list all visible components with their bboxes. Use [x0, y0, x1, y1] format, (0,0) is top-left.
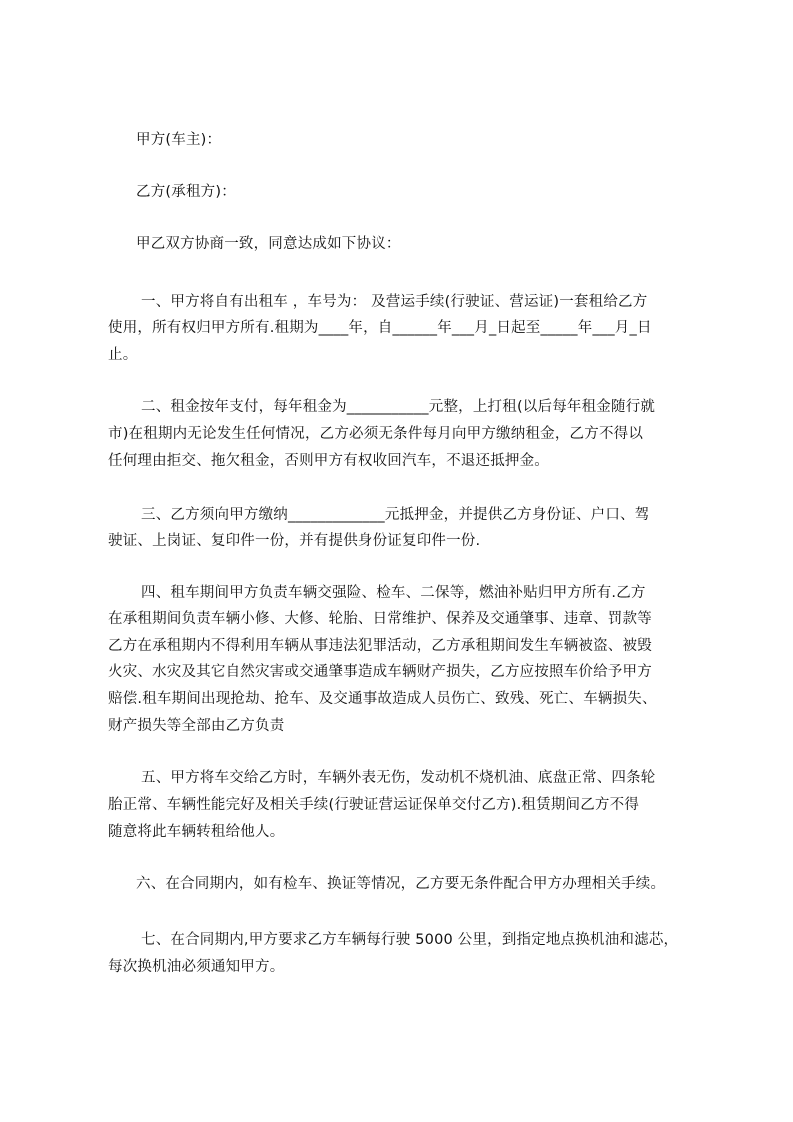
clause-4-line-3: 乙方在承租期内不得利用车辆从事违法犯罪活动，乙方承租期间发生车辆被盗、被毁: [108, 638, 652, 654]
clause-2-line-1: 二、租金按年支付，每年租金为___________元整，上打租(以后每年租金随行就: [141, 399, 656, 415]
clause-7-line-2: 每次换机油必须通知甲方。: [108, 959, 285, 975]
clause-5-line-3: 随意将此车辆转租给他人。: [108, 824, 285, 840]
clause-2-line-2: 市)在租期内无论发生任何情况，乙方必须无条件每月向甲方缴纳租金，乙方不得以: [108, 426, 644, 442]
clause-1-line-2: 使用，所有权归甲方所有.租期为____年，自______年___月_日起至_____年___月_日: [108, 320, 652, 336]
clause-1-line-1: 一、甲方将自有出租车 ，车号为： 及营运手续(行驶证、营运证)一套租给乙方: [141, 294, 648, 310]
clause-7-line-1: 七、在合同期内,甲方要求乙方车辆每行驶 5000 公里，到指定地点换机油和滤芯，: [141, 932, 679, 948]
clause-4-line-2: 在承租期间负责车辆小修、大修、轮胎、日常维护、保养及交通肇事、违章、罚款等: [108, 611, 652, 627]
clause-4-line-4: 火灾、水灾及其它自然灾害或交通肇事造成车辆财产损失，乙方应按照车价给予甲方: [108, 664, 652, 680]
clause-2-line-3: 任何理由拒交、拖欠租金，否则甲方有权收回汽车，不退还抵押金。: [108, 453, 549, 469]
agreement-intro: 甲乙双方协商一致，同意达成如下协议：: [136, 236, 401, 252]
party-a-label: 甲方(车主)：: [136, 132, 222, 148]
clause-4-line-5: 赔偿.租车期间出现抢劫、抢车、及交通事故造成人员伤亡、致残、死亡、车辆损失、: [108, 691, 657, 707]
clause-3-line-2: 驶证、上岗证、复印件一份，并有提供身份证复印件一份.: [108, 533, 481, 549]
clause-6-line-1: 六、在合同期内，如有检车、换证等情况，乙方要无条件配合甲方办理相关手续。: [136, 876, 666, 892]
party-b-label: 乙方(承租方)：: [136, 184, 236, 200]
clause-4-line-1: 四、租车期间甲方负责车辆交强险、检车、二保等，燃油补贴归甲方所有.乙方: [141, 585, 646, 601]
clause-5-line-2: 胎正常、车辆性能完好及相关手续(行驶证营运证保单交付乙方).租赁期间乙方不得: [108, 797, 640, 813]
clause-5-line-1: 五、甲方将车交给乙方时，车辆外表无伤，发动机不烧机油、底盘正常、四条轮: [141, 770, 656, 786]
clause-3-line-1: 三、乙方须向甲方缴纳_____________元抵押金，并提供乙方身份证、户口、驾: [141, 507, 650, 523]
clause-1-line-3: 止。: [108, 347, 138, 363]
clause-4-line-6: 财产损失等全部由乙方负责: [108, 718, 285, 734]
